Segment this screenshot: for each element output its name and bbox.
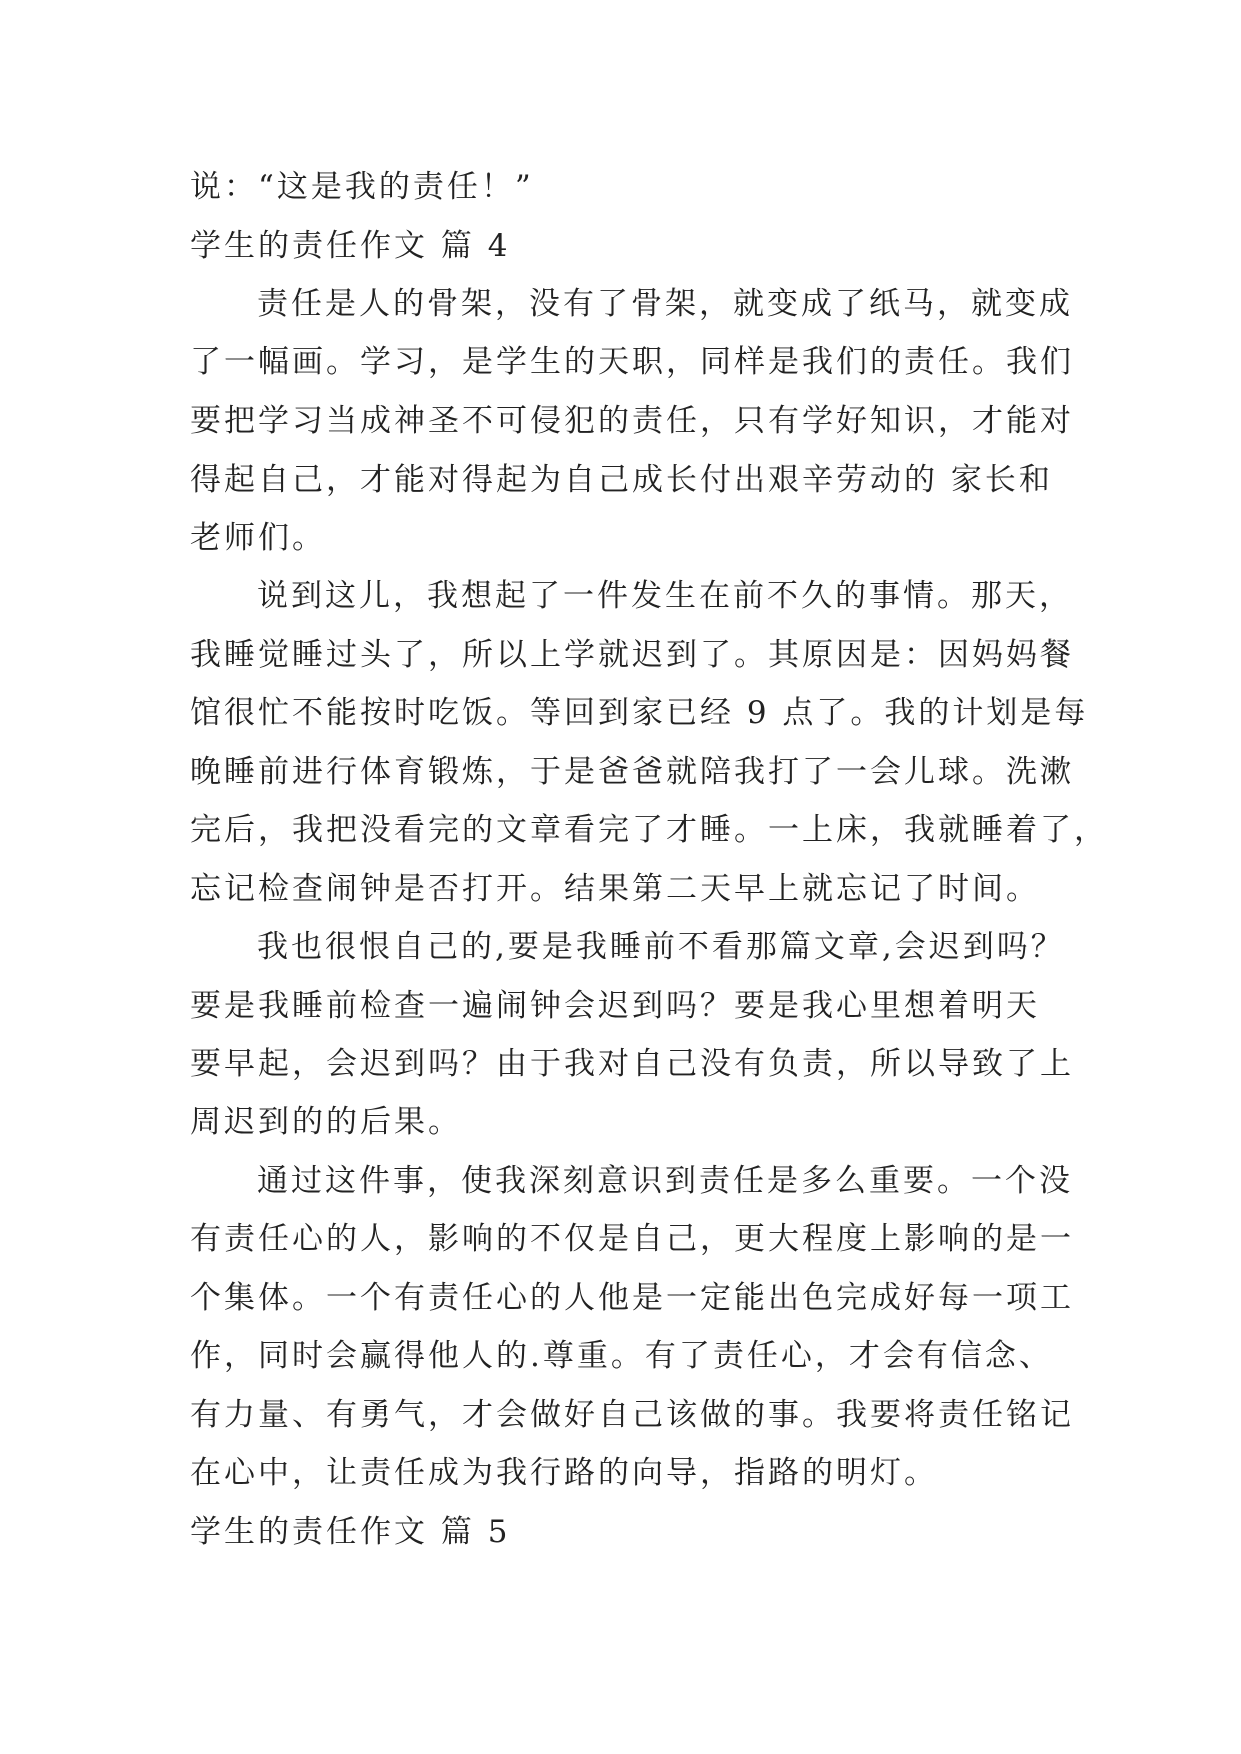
paragraph-line: 得起自己，才能对得起为自己成长付出艰辛劳动的 家长和 bbox=[190, 462, 1053, 498]
paragraph-line: 周迟到的的后果。 bbox=[190, 1104, 462, 1140]
paragraph-line: 晚睡前进行体育锻炼，于是爸爸就陪我打了一会儿球。洗漱 bbox=[190, 754, 1074, 790]
paragraph-line: 馆很忙不能按时吃饭。等回到家已经 9 点了。我的计划是每 bbox=[190, 695, 1089, 731]
paragraph-line: 说到这儿，我想起了一件发生在前不久的事情。那天， bbox=[257, 578, 1073, 614]
paragraph-line: 完后，我把没看完的文章看完了才睡。一上床，我就睡着了， bbox=[190, 812, 1108, 848]
paragraph-line: 要把学习当成神圣不可侵犯的责任，只有学好知识，才能对 bbox=[190, 403, 1074, 439]
text-line: 说：“这是我的责任！” bbox=[190, 169, 534, 205]
paragraph-line: 老师们。 bbox=[190, 520, 326, 556]
paragraph-line: 责任是人的骨架，没有了骨架，就变成了纸马，就变成 bbox=[257, 286, 1073, 322]
paragraph-line: 忘记检查闹钟是否打开。结果第二天早上就忘记了时间。 bbox=[190, 871, 1040, 907]
paragraph-line: 要早起，会迟到吗？由于我对自己没有负责，所以导致了上 bbox=[190, 1046, 1074, 1082]
paragraph-line: 作，同时会赢得他人的.尊重。有了责任心，才会有信念、 bbox=[190, 1338, 1053, 1374]
paragraph-line: 在心中，让责任成为我行路的向导，指路的明灯。 bbox=[190, 1455, 938, 1491]
paragraph-line: 有责任心的人，影响的不仅是自己，更大程度上影响的是一 bbox=[190, 1221, 1074, 1257]
paragraph-line: 有力量、有勇气，才会做好自己该做的事。我要将责任铭记 bbox=[190, 1397, 1074, 1433]
paragraph-line: 要是我睡前检查一遍闹钟会迟到吗？要是我心里想着明天 bbox=[190, 988, 1040, 1024]
paragraph-line: 我也很恨自己的,要是我睡前不看那篇文章,会迟到吗？ bbox=[257, 929, 1065, 965]
paragraph-line: 通过这件事，使我深刻意识到责任是多么重要。一个没 bbox=[257, 1163, 1073, 1199]
paragraph-line: 我睡觉睡过头了，所以上学就迟到了。其原因是：因妈妈餐 bbox=[190, 637, 1074, 673]
paragraph-line: 了一幅画。学习，是学生的天职，同样是我们的责任。我们 bbox=[190, 344, 1074, 380]
section-heading: 学生的责任作文 篇 5 bbox=[190, 1514, 511, 1550]
paragraph-line: 个集体。一个有责任心的人他是一定能出色完成好每一项工 bbox=[190, 1280, 1074, 1316]
section-heading: 学生的责任作文 篇 4 bbox=[190, 228, 511, 264]
